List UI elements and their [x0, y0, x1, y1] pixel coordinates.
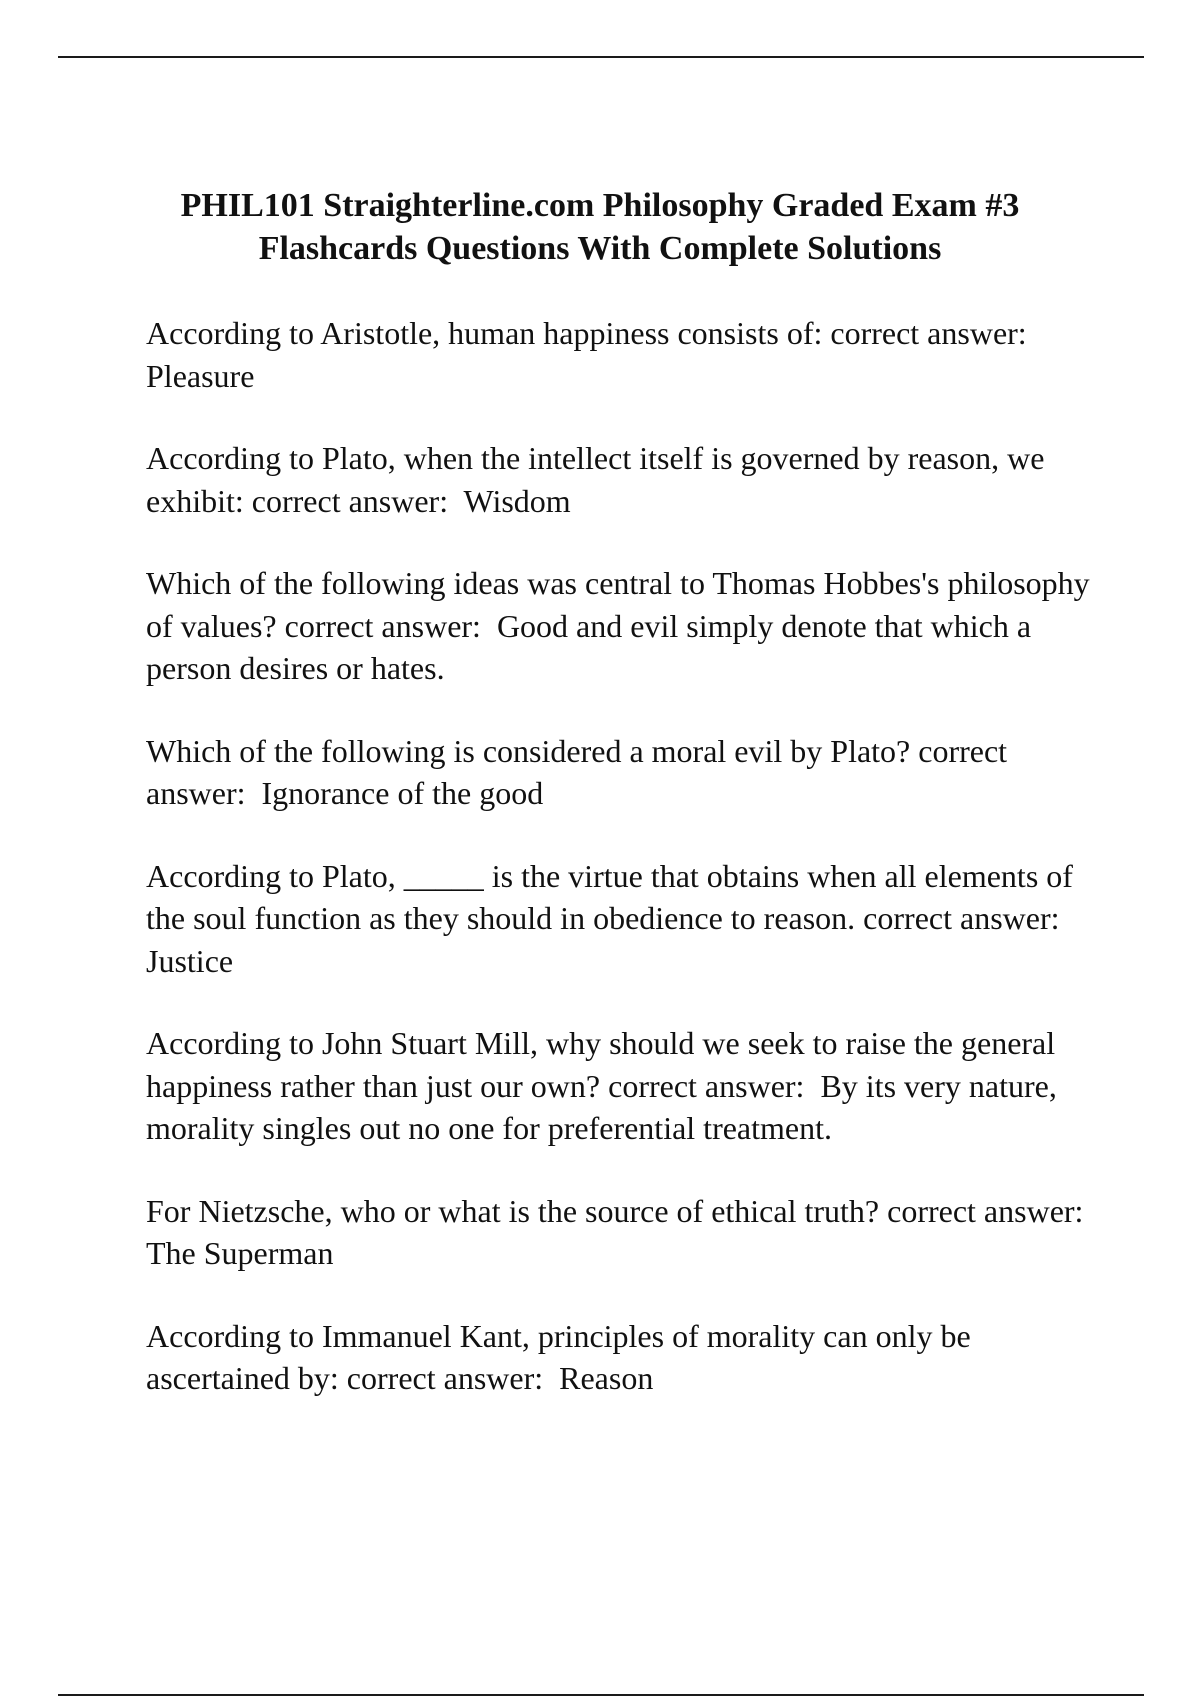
answer-label: correct answer:: [863, 900, 1060, 936]
title-line-2: Flashcards Questions With Complete Solutions: [258, 230, 942, 267]
flashcard: [146, 312, 1106, 397]
flashcard: [146, 1315, 1106, 1400]
flashcard-answer: Ignorance of the good: [261, 775, 544, 811]
answer-label: correct answer:: [346, 1360, 544, 1396]
bottom-rule: [58, 1694, 1144, 1696]
flashcard-answer: By its very nature, morality singles out no one for preferential treatment.: [146, 1067, 1057, 1146]
flashcard-list: [146, 312, 1106, 1440]
flashcard-question: According to Immanuel Kant, principles of morality can only be ascertained by:: [146, 1317, 971, 1396]
answer-label: correct answer:: [608, 1067, 805, 1104]
answer-label: correct answer:: [284, 607, 481, 644]
flashcard-question: Which of the following is considered a moral evil by Plato?: [146, 732, 911, 769]
flashcard-question: For Nietzsche, who or what is the source of ethical truth?: [146, 1192, 880, 1229]
flashcard-question: Which of the following ideas was central to Thomas Hobbes's philosophy of values?: [146, 565, 1090, 644]
flashcard-answer: Justice: [146, 942, 234, 979]
answer-label: correct answer:: [251, 482, 449, 519]
answer-label: correct answer:: [830, 315, 1027, 351]
flashcard-question: According to Plato, when the intellect itself is governed by reason, we exhibit:: [146, 440, 1045, 519]
flashcard: [146, 1022, 1106, 1150]
flashcard-answer: Good and evil simply denote that which a person desires or hates.: [146, 607, 1032, 686]
flashcard-answer: Pleasure: [146, 357, 255, 394]
title-line-1: PHIL101 Straighterline.com Philosophy Graded Exam #3: [180, 187, 1020, 224]
flashcard: [146, 562, 1106, 690]
flashcard-answer: Reason: [559, 1360, 654, 1396]
flashcard: [146, 855, 1106, 983]
flashcard-question: According to Plato, _____ is the virtue that obtains when all elements of the soul function as they should in obedience to reason.: [146, 857, 1073, 936]
answer-label: correct answer:: [146, 732, 1008, 811]
document-title: [100, 184, 1100, 270]
flashcard-answer: Wisdom: [463, 482, 571, 519]
flashcard-question: According to John Stuart Mill, why should we seek to raise the general happiness rather than just our own?: [146, 1025, 1056, 1104]
flashcard-answer: The Superman: [146, 1235, 334, 1271]
answer-label: correct answer:: [887, 1192, 1084, 1229]
flashcard-question: According to Aristotle, human happiness consists of:: [146, 315, 823, 351]
flashcard: [146, 730, 1106, 815]
top-rule: [58, 56, 1144, 58]
flashcard: [146, 437, 1106, 522]
flashcard: [146, 1190, 1106, 1275]
